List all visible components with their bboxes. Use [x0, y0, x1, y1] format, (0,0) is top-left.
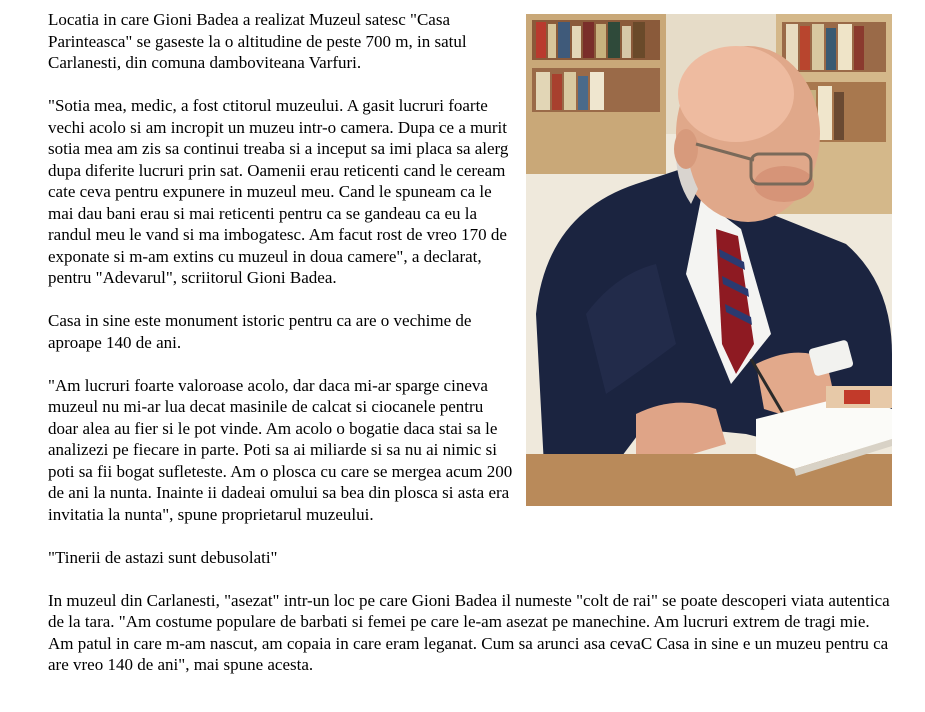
- photo-gioni-badea-signing-book: [526, 14, 892, 506]
- paragraph-quote-founder: "Sotia mea, medic, a fost ctitorul muzeului. A gasit lucruri foarte vechi acolo si am incropit un muzeu intr-o camera. Dupa ce a murit sotia mea am zis sa continui treaba si a inceput sa imi placa sa alerg dupa diferite lucruri prin sat. Oamenii erau reticenti cand le ceream cate ceva pentru expunere in muzeul meu. Cand le spuneam ca le mai dau bani erau si mai reticenti pentru ca se gandeau ca eu la randul meu le vand si ma imbogatesc. Am facut rost de vreo 170 de exponate si m-am extins cu muzeul in doua camere", a declarat, pentru "Adevarul", scriitorul Gioni Badea.: [48, 96, 509, 287]
- paragraph-quote-valuables: "Am lucruri foarte valoroase acolo, dar daca mi-ar sparge cineva muzeul nu mi-ar lua decat masinile de calcat si ciocanele pentru doar alea au fier si le pot vinde. Am acolo o bogatie daca stai sa le analizezi pe fiecare in parte. Poti sa ai miliarde si sa nu ai nimic si poti sa fii bogat sufleteste. Am o plosca cu care se mergea acum 200 de ani la nunta. Inainte ii dadeai omului sa bea din plosca si asta era invitatia la nunta", spune proprietarul muzeului.: [48, 375, 513, 524]
- article-body: [48, 9, 892, 697]
- paragraph-museum-description: In muzeul din Carlanesti, "asezat" intr-un loc pe care Gioni Badea il numeste "colt de rai" se poate descoperi viata autentica de la tara. "Am costume populare de barbati si femei pe care le-am asezat pe manechine. Am lucruri extrem de tragi mie. Am patul in care m-am nascut, am copaia in care eram leganat. Cum sa arunci asa cevaC Casa in sine e un muzeu pentru ca are vreo 140 de ani", mai spune acesta.: [48, 590, 890, 674]
- paragraph-location: Locatia in care Gioni Badea a realizat Muzeul satesc "Casa Parinteasca" se gaseste la o altitudine de peste 700 m, in satul Carlanesti, din comuna damboviteana Varfuri.: [48, 10, 467, 72]
- paragraph-historic-house: Casa in sine este monument istoric pentru ca are o vechime de aproape 140 de ani.: [48, 311, 472, 352]
- subheading-quote-youth: "Tinerii de astazi sunt debusolati": [48, 547, 278, 567]
